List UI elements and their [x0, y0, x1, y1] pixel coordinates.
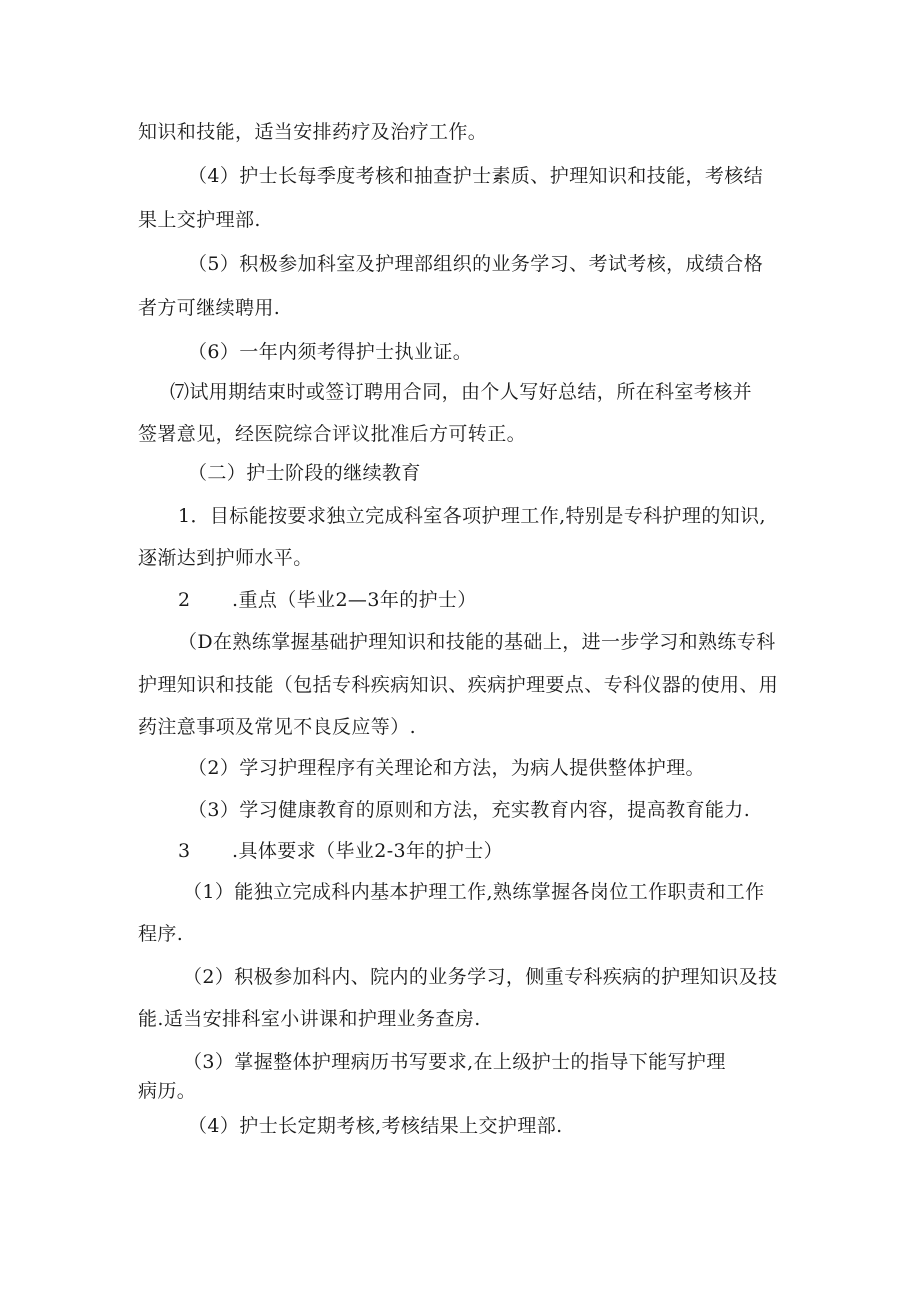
text-line: 果上交护理部. — [138, 209, 261, 231]
text-line: 逐渐达到护师水平。 — [138, 547, 313, 569]
text-line: 签署意见，经医院综合评议批准后方可转正。 — [138, 423, 527, 445]
text-line: （4）护士长定期考核,考核结果上交护理部. — [188, 1115, 563, 1137]
text-line: 者方可继续聘用. — [138, 297, 281, 319]
text-line: ⑺试用期结束时或签订聘用合同，由个人写好总结，所在科室考核并 — [170, 381, 753, 403]
text-line: （1）能独立完成科内基本护理工作,熟练掌握各岗位工作职责和工作 — [183, 881, 765, 903]
text-line: 护理知识和技能（包括专科疾病知识、疾病护理要点、专科仪器的使用、用 — [138, 674, 779, 696]
text-line: 能.适当安排科室小讲课和护理业务查房. — [138, 1008, 481, 1030]
text-line: （D在熟练掌握基础护理知识和技能的基础上，进一步学习和熟练专科 — [178, 631, 776, 653]
text-line: （5）积极参加科室及护理部组织的业务学习、考试考核，成绩合格 — [188, 253, 764, 275]
text-line: （4）护士长每季度考核和抽查护士素质、护理知识和技能，考核结 — [188, 165, 764, 187]
section-heading: （二）护士阶段的继续教育 — [188, 462, 421, 484]
text-line: 药注意事项及常见不良反应等）. — [138, 716, 417, 738]
text-line: 知识和技能，适当安排药疗及治疗工作。 — [138, 121, 488, 143]
text-line: （2）积极参加科内、院内的业务学习，侧重专科疾病的护理知识及技 — [183, 966, 778, 988]
text-line: （3）学习健康教育的原则和方法，充实教育内容，提高教育能力. — [188, 799, 751, 821]
text-line: （6）一年内须考得护士执业证。 — [188, 341, 473, 363]
text-line: （3）掌握整体护理病历书写要求,在上级护士的指导下能写护理 — [183, 1051, 726, 1073]
list-number: 2 — [178, 589, 191, 611]
text-line: 1．目标能按要求独立完成科室各项护理工作,特别是专科护理的知识, — [178, 505, 766, 527]
text-line: .重点（毕业2—3年的护士） — [232, 589, 477, 611]
list-number: 3 — [178, 840, 191, 862]
text-line: （2）学习护理程序有关理论和方法，为病人提供整体护理。 — [188, 757, 705, 779]
text-line: 病历。 — [138, 1080, 197, 1102]
text-line: 程序. — [138, 923, 184, 945]
text-line: .具体要求（毕业2-3年的护士） — [232, 840, 504, 862]
